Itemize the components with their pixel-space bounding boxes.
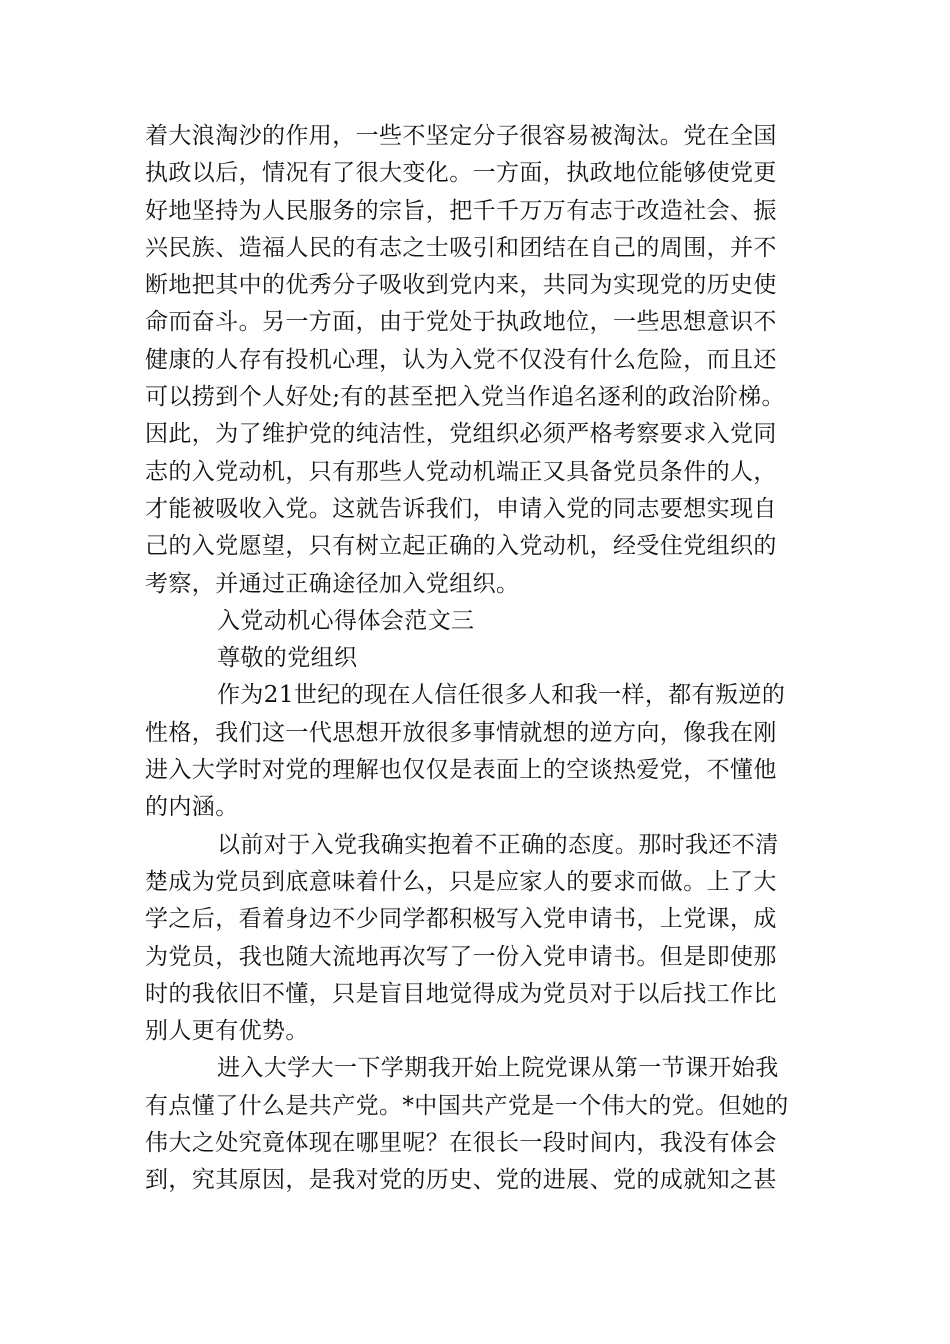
text-line: 因此，为了维护党的纯洁性，党组织必须严格考察要求入党同: [145, 421, 777, 448]
text-line: 的内涵。: [145, 794, 239, 821]
paragraph: [145, 1050, 805, 1199]
text-line: 别人更有优势。: [145, 1018, 309, 1045]
text-line: 有点懂了什么是共产党。*中国共产党是一个伟大的党。但她的: [145, 1092, 789, 1119]
text-line: 伟大之处究竟体现在哪里呢？在很长一段时间内，我没有体会: [145, 1130, 777, 1157]
text-line: 着大浪淘沙的作用，一些不坚定分子很容易被淘汰。党在全国: [145, 123, 777, 149]
text-line: 为党员，我也随大流地再次写了一份入党申请书。但是即使那: [145, 943, 777, 970]
text-line: 作为21世纪的现在人信任很多人和我一样，都有叛逆的: [217, 682, 786, 709]
text-line: 可以捞到个人好处;有的甚至把入党当作追名逐利的政治阶梯。: [145, 384, 785, 411]
paragraph: [145, 677, 805, 826]
text-line: 到，究其原因，是我对党的历史、党的进展、党的成就知之甚: [145, 1167, 777, 1194]
paragraph-continuation: [145, 118, 805, 603]
text-line: 学之后，看着身边不少同学都积极写入党申请书，上党课，成: [145, 906, 777, 933]
text-line: 以前对于入党我确实抱着不正确的态度。那时我还不清: [217, 831, 779, 858]
text-line: 进入大学时对党的理解也仅仅是表面上的空谈热爱党，不懂他: [145, 757, 777, 784]
text-line: 尊敬的党组织: [217, 645, 358, 672]
text-line: 执政以后，情况有了很大变化。一方面，执政地位能够使党更: [145, 160, 777, 187]
paragraph: [145, 827, 805, 1051]
text-line: 入党动机心得体会范文三: [217, 607, 475, 634]
text-line: 进入大学大一下学期我开始上院党课从第一节课开始我: [217, 1055, 779, 1082]
text-line: 性格，我们这一代思想开放很多事情就想的逆方向，像我在刚: [145, 719, 777, 746]
text-line: 才能被吸收入党。这就告诉我们，申请入党的同志要想实现自: [145, 495, 777, 522]
text-line: 己的入党愿望，只有树立起正确的入党动机，经受住党组织的: [145, 533, 777, 560]
text-line: 考察，并通过正确途径加入党组织。: [145, 570, 520, 597]
salutation: [145, 640, 805, 677]
text-line: 志的入党动机，只有那些人党动机端正又具备党员条件的人，: [145, 458, 777, 485]
text-line: 断地把其中的优秀分子吸收到党内来，共同为实现党的历史使: [145, 272, 777, 299]
section-heading: [145, 603, 805, 640]
document-body: [145, 118, 805, 1200]
text-line: 时的我依旧不懂，只是盲目地觉得成为党员对于以后找工作比: [145, 980, 777, 1007]
text-line: 楚成为党员到底意味着什么，只是应家人的要求而做。上了大: [145, 868, 777, 895]
text-line: 好地坚持为人民服务的宗旨，把千千万万有志于改造社会、振: [145, 197, 777, 224]
text-line: 健康的人存有投机心理，认为入党不仅没有什么危险，而且还: [145, 346, 777, 373]
text-line: 命而奋斗。另一方面，由于党处于执政地位，一些思想意识不: [145, 309, 777, 336]
text-line: 兴民族、造福人民的有志之士吸引和团结在自己的周围，并不: [145, 234, 777, 261]
